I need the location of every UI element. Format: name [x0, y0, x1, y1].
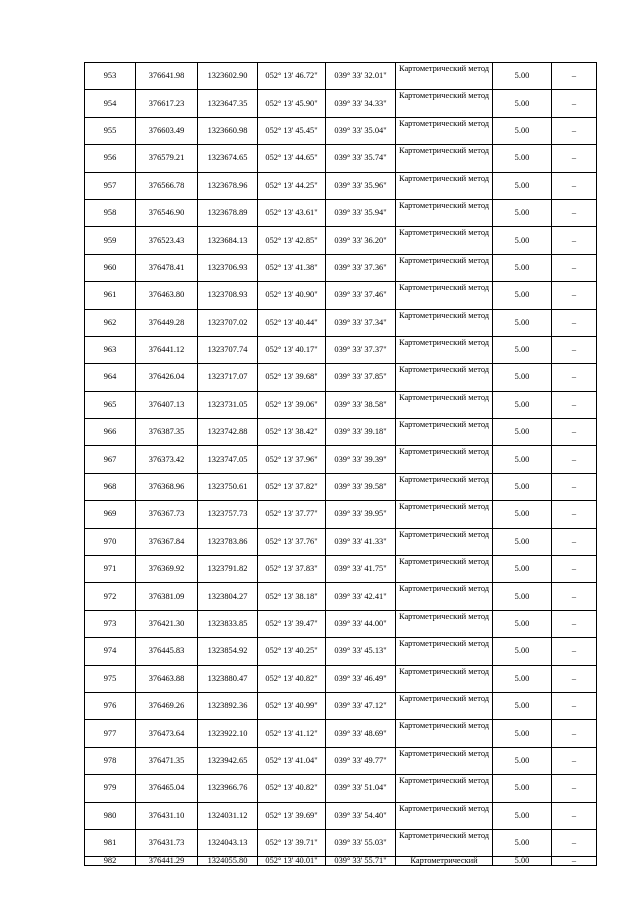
table-row — [85, 446, 597, 473]
accuracy-cell: 5.00 — [493, 665, 552, 692]
accuracy-cell: 5.00 — [493, 720, 552, 747]
y-coordinate-cell: 1323708.93 — [198, 282, 258, 309]
note-cell: – — [552, 117, 597, 144]
accuracy-cell: 5.00 — [493, 309, 552, 336]
accuracy-cell: 5.00 — [493, 419, 552, 446]
x-coordinate-cell: 376431.10 — [136, 802, 198, 829]
x-coordinate-cell: 376471.35 — [136, 747, 198, 774]
point-number-cell: 979 — [85, 775, 136, 802]
latitude-cell: 052° 13' 37.76" — [258, 528, 326, 555]
table-row — [85, 829, 597, 856]
accuracy-cell: 5.00 — [493, 775, 552, 802]
table-row — [85, 172, 597, 199]
note-cell: – — [552, 199, 597, 226]
longitude-cell: 039° 33' 35.04" — [326, 117, 396, 144]
x-coordinate-cell: 376441.12 — [136, 336, 198, 363]
latitude-cell: 052° 13' 40.99" — [258, 692, 326, 719]
y-coordinate-cell: 1323747.05 — [198, 446, 258, 473]
method-cell: Картометрический метод — [396, 692, 493, 719]
x-coordinate-cell: 376465.04 — [136, 775, 198, 802]
longitude-cell: 039° 33' 39.39" — [326, 446, 396, 473]
y-coordinate-cell: 1323854.92 — [198, 638, 258, 665]
note-cell: – — [552, 720, 597, 747]
table-row — [85, 692, 597, 719]
latitude-cell: 052° 13' 45.90" — [258, 90, 326, 117]
note-cell: – — [552, 336, 597, 363]
longitude-cell: 039° 33' 41.75" — [326, 556, 396, 583]
x-coordinate-cell: 376473.64 — [136, 720, 198, 747]
table-row — [85, 199, 597, 226]
longitude-cell: 039° 33' 37.85" — [326, 364, 396, 391]
x-coordinate-cell: 376381.09 — [136, 583, 198, 610]
point-number-cell: 980 — [85, 802, 136, 829]
accuracy-cell: 5.00 — [493, 391, 552, 418]
note-cell: – — [552, 556, 597, 583]
x-coordinate-cell: 376367.84 — [136, 528, 198, 555]
y-coordinate-cell: 1323647.35 — [198, 90, 258, 117]
longitude-cell: 039° 33' 39.58" — [326, 473, 396, 500]
point-number-cell: 972 — [85, 583, 136, 610]
latitude-cell: 052° 13' 37.83" — [258, 556, 326, 583]
method-cell: Картометрический метод — [396, 90, 493, 117]
table-row — [85, 857, 597, 866]
table-row — [85, 747, 597, 774]
accuracy-cell: 5.00 — [493, 473, 552, 500]
accuracy-cell: 5.00 — [493, 556, 552, 583]
point-number-cell: 969 — [85, 501, 136, 528]
y-coordinate-cell: 1323674.65 — [198, 145, 258, 172]
y-coordinate-cell: 1323880.47 — [198, 665, 258, 692]
y-coordinate-cell: 1323678.96 — [198, 172, 258, 199]
y-coordinate-cell: 1323707.74 — [198, 336, 258, 363]
longitude-cell: 039° 33' 34.33" — [326, 90, 396, 117]
note-cell: – — [552, 528, 597, 555]
accuracy-cell: 5.00 — [493, 747, 552, 774]
method-cell: Картометрический метод — [396, 829, 493, 856]
accuracy-cell: 5.00 — [493, 90, 552, 117]
table-row — [85, 391, 597, 418]
x-coordinate-cell: 376463.80 — [136, 282, 198, 309]
latitude-cell: 052° 13' 44.25" — [258, 172, 326, 199]
x-coordinate-cell: 376421.30 — [136, 610, 198, 637]
method-cell: Картометрический метод — [396, 528, 493, 555]
method-cell: Картометрический метод — [396, 199, 493, 226]
point-number-cell: 973 — [85, 610, 136, 637]
latitude-cell: 052° 13' 38.42" — [258, 419, 326, 446]
note-cell: – — [552, 692, 597, 719]
note-cell: – — [552, 473, 597, 500]
longitude-cell: 039° 33' 39.18" — [326, 419, 396, 446]
accuracy-cell: 5.00 — [493, 199, 552, 226]
table-row — [85, 90, 597, 117]
accuracy-cell: 5.00 — [493, 583, 552, 610]
accuracy-cell: 5.00 — [493, 528, 552, 555]
point-number-cell: 967 — [85, 446, 136, 473]
latitude-cell: 052° 13' 37.96" — [258, 446, 326, 473]
longitude-cell: 039° 33' 46.49" — [326, 665, 396, 692]
latitude-cell: 052° 13' 41.38" — [258, 254, 326, 281]
y-coordinate-cell: 1323731.05 — [198, 391, 258, 418]
note-cell: – — [552, 446, 597, 473]
table-row — [85, 227, 597, 254]
latitude-cell: 052° 13' 39.68" — [258, 364, 326, 391]
y-coordinate-cell: 1323942.65 — [198, 747, 258, 774]
x-coordinate-cell: 376449.28 — [136, 309, 198, 336]
method-cell: Картометрический метод — [396, 227, 493, 254]
table-row — [85, 610, 597, 637]
note-cell: – — [552, 172, 597, 199]
point-number-cell: 976 — [85, 692, 136, 719]
point-number-cell: 970 — [85, 528, 136, 555]
table-row — [85, 309, 597, 336]
longitude-cell: 039° 33' 55.71" — [326, 857, 396, 866]
x-coordinate-cell: 376441.29 — [136, 857, 198, 866]
longitude-cell: 039° 33' 45.13" — [326, 638, 396, 665]
latitude-cell: 052° 13' 37.77" — [258, 501, 326, 528]
accuracy-cell: 5.00 — [493, 63, 552, 90]
x-coordinate-cell: 376566.78 — [136, 172, 198, 199]
method-cell: Картометрический метод — [396, 473, 493, 500]
note-cell: – — [552, 802, 597, 829]
latitude-cell: 052° 13' 40.25" — [258, 638, 326, 665]
point-number-cell: 963 — [85, 336, 136, 363]
longitude-cell: 039° 33' 37.34" — [326, 309, 396, 336]
note-cell: – — [552, 610, 597, 637]
table-row — [85, 364, 597, 391]
latitude-cell: 052° 13' 40.82" — [258, 775, 326, 802]
longitude-cell: 039° 33' 32.01" — [326, 63, 396, 90]
method-cell: Картометрический метод — [396, 391, 493, 418]
table-row — [85, 528, 597, 555]
point-number-cell: 959 — [85, 227, 136, 254]
accuracy-cell: 5.00 — [493, 172, 552, 199]
point-number-cell: 968 — [85, 473, 136, 500]
y-coordinate-cell: 1324031.12 — [198, 802, 258, 829]
y-coordinate-cell: 1323706.93 — [198, 254, 258, 281]
coordinates-table — [84, 62, 597, 866]
table-row — [85, 583, 597, 610]
latitude-cell: 052° 13' 40.90" — [258, 282, 326, 309]
note-cell: – — [552, 501, 597, 528]
point-number-cell: 966 — [85, 419, 136, 446]
x-coordinate-cell: 376407.13 — [136, 391, 198, 418]
latitude-cell: 052° 13' 40.17" — [258, 336, 326, 363]
table-row — [85, 254, 597, 281]
point-number-cell: 956 — [85, 145, 136, 172]
longitude-cell: 039° 33' 37.46" — [326, 282, 396, 309]
y-coordinate-cell: 1323757.73 — [198, 501, 258, 528]
note-cell: – — [552, 309, 597, 336]
y-coordinate-cell: 1323791.82 — [198, 556, 258, 583]
longitude-cell: 039° 33' 42.41" — [326, 583, 396, 610]
table-row — [85, 802, 597, 829]
x-coordinate-cell: 376368.96 — [136, 473, 198, 500]
method-cell: Картометрический — [396, 857, 493, 866]
x-coordinate-cell: 376373.42 — [136, 446, 198, 473]
longitude-cell: 039° 33' 49.77" — [326, 747, 396, 774]
point-number-cell: 965 — [85, 391, 136, 418]
longitude-cell: 039° 33' 35.74" — [326, 145, 396, 172]
method-cell: Картометрический метод — [396, 501, 493, 528]
table-row — [85, 336, 597, 363]
longitude-cell: 039° 33' 54.40" — [326, 802, 396, 829]
point-number-cell: 975 — [85, 665, 136, 692]
longitude-cell: 039° 33' 39.95" — [326, 501, 396, 528]
y-coordinate-cell: 1323660.98 — [198, 117, 258, 144]
longitude-cell: 039° 33' 35.94" — [326, 199, 396, 226]
y-coordinate-cell: 1323707.02 — [198, 309, 258, 336]
x-coordinate-cell: 376546.90 — [136, 199, 198, 226]
longitude-cell: 039° 33' 51.04" — [326, 775, 396, 802]
y-coordinate-cell: 1324043.13 — [198, 829, 258, 856]
y-coordinate-cell: 1323892.36 — [198, 692, 258, 719]
table-row — [85, 775, 597, 802]
method-cell: Картометрический метод — [396, 364, 493, 391]
y-coordinate-cell: 1323742.88 — [198, 419, 258, 446]
method-cell: Картометрический метод — [396, 775, 493, 802]
longitude-cell: 039° 33' 48.69" — [326, 720, 396, 747]
point-number-cell: 964 — [85, 364, 136, 391]
method-cell: Картометрический метод — [396, 556, 493, 583]
point-number-cell: 957 — [85, 172, 136, 199]
point-number-cell: 953 — [85, 63, 136, 90]
point-number-cell: 954 — [85, 90, 136, 117]
latitude-cell: 052° 13' 44.65" — [258, 145, 326, 172]
y-coordinate-cell: 1323684.13 — [198, 227, 258, 254]
longitude-cell: 039° 33' 37.37" — [326, 336, 396, 363]
method-cell: Картометрический метод — [396, 145, 493, 172]
y-coordinate-cell: 1323750.61 — [198, 473, 258, 500]
method-cell: Картометрический метод — [396, 802, 493, 829]
x-coordinate-cell: 376641.98 — [136, 63, 198, 90]
x-coordinate-cell: 376463.88 — [136, 665, 198, 692]
note-cell: – — [552, 638, 597, 665]
x-coordinate-cell: 376431.73 — [136, 829, 198, 856]
y-coordinate-cell: 1323804.27 — [198, 583, 258, 610]
table-row — [85, 473, 597, 500]
note-cell: – — [552, 583, 597, 610]
point-number-cell: 977 — [85, 720, 136, 747]
table-row — [85, 282, 597, 309]
y-coordinate-cell: 1323678.89 — [198, 199, 258, 226]
accuracy-cell: 5.00 — [493, 638, 552, 665]
y-coordinate-cell: 1323833.85 — [198, 610, 258, 637]
longitude-cell: 039° 33' 37.36" — [326, 254, 396, 281]
latitude-cell: 052° 13' 39.06" — [258, 391, 326, 418]
method-cell: Картометрический метод — [396, 665, 493, 692]
table-row — [85, 501, 597, 528]
table-row — [85, 638, 597, 665]
x-coordinate-cell: 376426.04 — [136, 364, 198, 391]
x-coordinate-cell: 376603.49 — [136, 117, 198, 144]
note-cell: – — [552, 665, 597, 692]
accuracy-cell: 5.00 — [493, 692, 552, 719]
table-row — [85, 665, 597, 692]
latitude-cell: 052° 13' 41.04" — [258, 747, 326, 774]
note-cell: – — [552, 364, 597, 391]
note-cell: – — [552, 227, 597, 254]
point-number-cell: 982 — [85, 857, 136, 866]
longitude-cell: 039° 33' 44.00" — [326, 610, 396, 637]
x-coordinate-cell: 376617.23 — [136, 90, 198, 117]
table-row — [85, 720, 597, 747]
method-cell: Картометрический метод — [396, 747, 493, 774]
longitude-cell: 039° 33' 47.12" — [326, 692, 396, 719]
method-cell: Картометрический метод — [396, 254, 493, 281]
accuracy-cell: 5.00 — [493, 254, 552, 281]
point-number-cell: 961 — [85, 282, 136, 309]
accuracy-cell: 5.00 — [493, 446, 552, 473]
note-cell: – — [552, 419, 597, 446]
method-cell: Картометрический метод — [396, 583, 493, 610]
accuracy-cell: 5.00 — [493, 610, 552, 637]
latitude-cell: 052° 13' 37.82" — [258, 473, 326, 500]
method-cell: Картометрический метод — [396, 172, 493, 199]
table-row — [85, 117, 597, 144]
table-row — [85, 556, 597, 583]
method-cell: Картометрический метод — [396, 63, 493, 90]
table-row — [85, 63, 597, 90]
x-coordinate-cell: 376367.73 — [136, 501, 198, 528]
y-coordinate-cell: 1323966.76 — [198, 775, 258, 802]
accuracy-cell: 5.00 — [493, 829, 552, 856]
latitude-cell: 052° 13' 42.85" — [258, 227, 326, 254]
point-number-cell: 981 — [85, 829, 136, 856]
accuracy-cell: 5.00 — [493, 117, 552, 144]
point-number-cell: 971 — [85, 556, 136, 583]
note-cell: – — [552, 775, 597, 802]
method-cell: Картометрический метод — [396, 638, 493, 665]
point-number-cell: 960 — [85, 254, 136, 281]
y-coordinate-cell: 1323922.10 — [198, 720, 258, 747]
point-number-cell: 978 — [85, 747, 136, 774]
x-coordinate-cell: 376369.92 — [136, 556, 198, 583]
latitude-cell: 052° 13' 46.72" — [258, 63, 326, 90]
y-coordinate-cell: 1323783.86 — [198, 528, 258, 555]
y-coordinate-cell: 1324055.80 — [198, 857, 258, 866]
point-number-cell: 974 — [85, 638, 136, 665]
method-cell: Картометрический метод — [396, 309, 493, 336]
longitude-cell: 039° 33' 35.96" — [326, 172, 396, 199]
latitude-cell: 052° 13' 41.12" — [258, 720, 326, 747]
note-cell: – — [552, 857, 597, 866]
point-number-cell: 962 — [85, 309, 136, 336]
latitude-cell: 052° 13' 38.18" — [258, 583, 326, 610]
accuracy-cell: 5.00 — [493, 501, 552, 528]
note-cell: – — [552, 829, 597, 856]
point-number-cell: 955 — [85, 117, 136, 144]
note-cell: – — [552, 282, 597, 309]
longitude-cell: 039° 33' 41.33" — [326, 528, 396, 555]
longitude-cell: 039° 33' 36.20" — [326, 227, 396, 254]
latitude-cell: 052° 13' 40.44" — [258, 309, 326, 336]
method-cell: Картометрический метод — [396, 720, 493, 747]
accuracy-cell: 5.00 — [493, 282, 552, 309]
y-coordinate-cell: 1323717.07 — [198, 364, 258, 391]
method-cell: Картометрический метод — [396, 336, 493, 363]
method-cell: Картометрический метод — [396, 117, 493, 144]
x-coordinate-cell: 376469.26 — [136, 692, 198, 719]
latitude-cell: 052° 13' 39.47" — [258, 610, 326, 637]
latitude-cell: 052° 13' 45.45" — [258, 117, 326, 144]
accuracy-cell: 5.00 — [493, 857, 552, 866]
latitude-cell: 052° 13' 39.71" — [258, 829, 326, 856]
table-row — [85, 419, 597, 446]
latitude-cell: 052° 13' 43.61" — [258, 199, 326, 226]
accuracy-cell: 5.00 — [493, 336, 552, 363]
longitude-cell: 039° 33' 38.58" — [326, 391, 396, 418]
x-coordinate-cell: 376445.83 — [136, 638, 198, 665]
latitude-cell: 052° 13' 40.01" — [258, 857, 326, 866]
x-coordinate-cell: 376523.43 — [136, 227, 198, 254]
latitude-cell: 052° 13' 40.82" — [258, 665, 326, 692]
table-body — [85, 63, 597, 866]
longitude-cell: 039° 33' 55.03" — [326, 829, 396, 856]
table-row — [85, 145, 597, 172]
note-cell: – — [552, 254, 597, 281]
method-cell: Картометрический метод — [396, 610, 493, 637]
point-number-cell: 958 — [85, 199, 136, 226]
y-coordinate-cell: 1323602.90 — [198, 63, 258, 90]
note-cell: – — [552, 63, 597, 90]
note-cell: – — [552, 391, 597, 418]
method-cell: Картометрический метод — [396, 446, 493, 473]
note-cell: – — [552, 90, 597, 117]
note-cell: – — [552, 747, 597, 774]
method-cell: Картометрический метод — [396, 282, 493, 309]
accuracy-cell: 5.00 — [493, 145, 552, 172]
x-coordinate-cell: 376579.21 — [136, 145, 198, 172]
x-coordinate-cell: 376387.35 — [136, 419, 198, 446]
latitude-cell: 052° 13' 39.69" — [258, 802, 326, 829]
method-cell: Картометрический метод — [396, 419, 493, 446]
accuracy-cell: 5.00 — [493, 227, 552, 254]
accuracy-cell: 5.00 — [493, 364, 552, 391]
x-coordinate-cell: 376478.41 — [136, 254, 198, 281]
note-cell: – — [552, 145, 597, 172]
accuracy-cell: 5.00 — [493, 802, 552, 829]
